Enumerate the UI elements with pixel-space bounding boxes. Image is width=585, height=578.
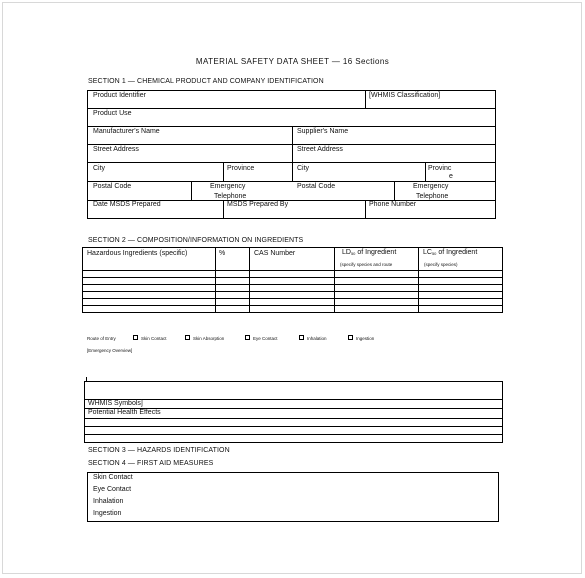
manufacturer-emergency-telephone-field[interactable] bbox=[210, 183, 246, 201]
emergency-telephone-line2: Telephone bbox=[214, 193, 247, 200]
emergency-telephone-line1: Emergency bbox=[413, 183, 449, 190]
manufacturer-street-address-field[interactable]: Street Address bbox=[93, 146, 139, 153]
hazard-box-marker bbox=[86, 377, 87, 382]
ingredients-row-line bbox=[82, 270, 503, 271]
supplier-street-address-field[interactable]: Street Address bbox=[297, 146, 343, 153]
document-title: MATERIAL SAFETY DATA SHEET — 16 Sections bbox=[195, 57, 390, 66]
col-ld50-of-ingredient bbox=[342, 249, 396, 258]
product-use-field[interactable]: Product Use bbox=[93, 110, 132, 117]
section-1-col-line bbox=[292, 126, 293, 181]
ld-rest: of Ingredient bbox=[355, 249, 397, 256]
supplier-province-line2: e bbox=[449, 173, 453, 180]
skin-contact-checkbox[interactable] bbox=[133, 335, 138, 340]
supplier-name-field[interactable]: Supplier's Name bbox=[297, 128, 349, 135]
col-cas-number: CAS Number bbox=[254, 250, 296, 257]
hazard-row-line bbox=[84, 434, 503, 435]
manufacturer-province-field[interactable]: Province bbox=[227, 165, 255, 172]
ld-subscript: 50 bbox=[350, 251, 356, 256]
product-identifier-field[interactable]: Product Identifier bbox=[93, 92, 146, 99]
col-lc50-of-ingredient bbox=[423, 249, 477, 258]
section-4-heading: SECTION 4 — FIRST AID MEASURES bbox=[88, 460, 214, 467]
section-1-col-line bbox=[223, 200, 224, 219]
skin-absorption-checkbox[interactable] bbox=[185, 335, 190, 340]
supplier-emergency-telephone-field[interactable] bbox=[413, 183, 448, 201]
ld-text: LD bbox=[342, 249, 351, 256]
ingredients-row-line bbox=[82, 291, 503, 292]
first-aid-ingestion-field[interactable]: Ingestion bbox=[93, 510, 122, 517]
emergency-telephone-line2: Telephone bbox=[416, 193, 449, 200]
inhalation-label: Inhalation bbox=[307, 336, 327, 341]
col-lc50-note: (specify species) bbox=[424, 262, 458, 267]
first-aid-eye-contact-field[interactable]: Eye Contact bbox=[93, 486, 132, 493]
ingredients-col-line bbox=[334, 247, 335, 313]
whmis-classification-field[interactable]: [WHMIS Classification] bbox=[369, 92, 441, 99]
hazard-row-line bbox=[84, 426, 503, 427]
emergency-overview-label: [Emergency Overview] bbox=[87, 348, 133, 353]
ingestion-checkbox[interactable] bbox=[348, 335, 353, 340]
supplier-city-field[interactable]: City bbox=[297, 165, 310, 172]
manufacturer-city-field[interactable]: City bbox=[93, 165, 106, 172]
section-1-heading: SECTION 1 — CHEMICAL PRODUCT AND COMPANY IDENTIFICATION bbox=[88, 78, 324, 85]
whmis-symbols-field[interactable]: WHMIS Symbols] bbox=[88, 400, 143, 407]
col-hazardous-ingredients: Hazardous Ingredients (specific) bbox=[87, 250, 188, 257]
phone-number-field[interactable]: Phone Number bbox=[369, 201, 417, 208]
ingestion-label: Ingestion bbox=[356, 336, 375, 341]
first-aid-skin-contact-field[interactable]: Skin Contact bbox=[93, 474, 133, 481]
potential-health-effects-field[interactable]: Potential Health Effects bbox=[88, 409, 161, 416]
msds-prepared-by-field[interactable]: MSDS Prepared By bbox=[227, 201, 289, 208]
first-aid-inhalation-field[interactable]: Inhalation bbox=[93, 498, 124, 505]
section-1-col-line bbox=[191, 181, 192, 200]
skin-absorption-label: Skin Absorption bbox=[193, 336, 225, 341]
lc-subscript: 50 bbox=[431, 251, 437, 256]
section-1-row-line bbox=[87, 181, 496, 182]
section-2-heading: SECTION 2 — COMPOSITION/INFORMATION ON INGREDIENTS bbox=[88, 237, 304, 244]
skin-contact-label: Skin Contact bbox=[141, 336, 167, 341]
lc-rest: of Ingredient bbox=[436, 249, 478, 256]
section-1-row-line bbox=[87, 108, 496, 109]
supplier-province-field[interactable] bbox=[428, 165, 453, 181]
hazard-row-line bbox=[84, 399, 503, 400]
emergency-telephone-line1: Emergency bbox=[210, 183, 246, 190]
section-1-col-line bbox=[394, 181, 395, 200]
supplier-province-line1: Provinc bbox=[428, 165, 452, 172]
lc-text: LC bbox=[423, 249, 432, 256]
ingredients-col-line bbox=[249, 247, 250, 313]
manufacturer-postal-code-field[interactable]: Postal Code bbox=[93, 183, 132, 190]
first-aid-box bbox=[87, 472, 499, 522]
eye-contact-checkbox[interactable] bbox=[245, 335, 250, 340]
hazard-row-line bbox=[84, 418, 503, 419]
section-1-col-line bbox=[365, 200, 366, 219]
date-msds-prepared-field[interactable]: Date MSDS Prepared bbox=[93, 201, 161, 208]
ingredients-row-line bbox=[82, 284, 503, 285]
ingredients-col-line bbox=[418, 247, 419, 313]
ingredients-col-line bbox=[215, 247, 216, 313]
section-3-heading: SECTION 3 — HAZARDS IDENTIFICATION bbox=[88, 447, 230, 454]
ingredients-row-line bbox=[82, 305, 503, 306]
ingredients-row-line bbox=[82, 277, 503, 278]
route-of-entry-label: Route of Entry bbox=[87, 336, 116, 341]
inhalation-checkbox[interactable] bbox=[299, 335, 304, 340]
supplier-postal-code-field[interactable]: Postal Code bbox=[297, 183, 336, 190]
section-1-col-line bbox=[223, 162, 224, 181]
section-1-col-line bbox=[365, 90, 366, 108]
section-1-col-line bbox=[425, 162, 426, 181]
ingredients-row-line bbox=[82, 298, 503, 299]
eye-contact-label: Eye Contact bbox=[253, 336, 278, 341]
manufacturer-name-field[interactable]: Manufacturer's Name bbox=[93, 128, 160, 135]
col-percent: % bbox=[219, 250, 226, 257]
col-ld50-note: (specify species and route bbox=[340, 262, 393, 267]
